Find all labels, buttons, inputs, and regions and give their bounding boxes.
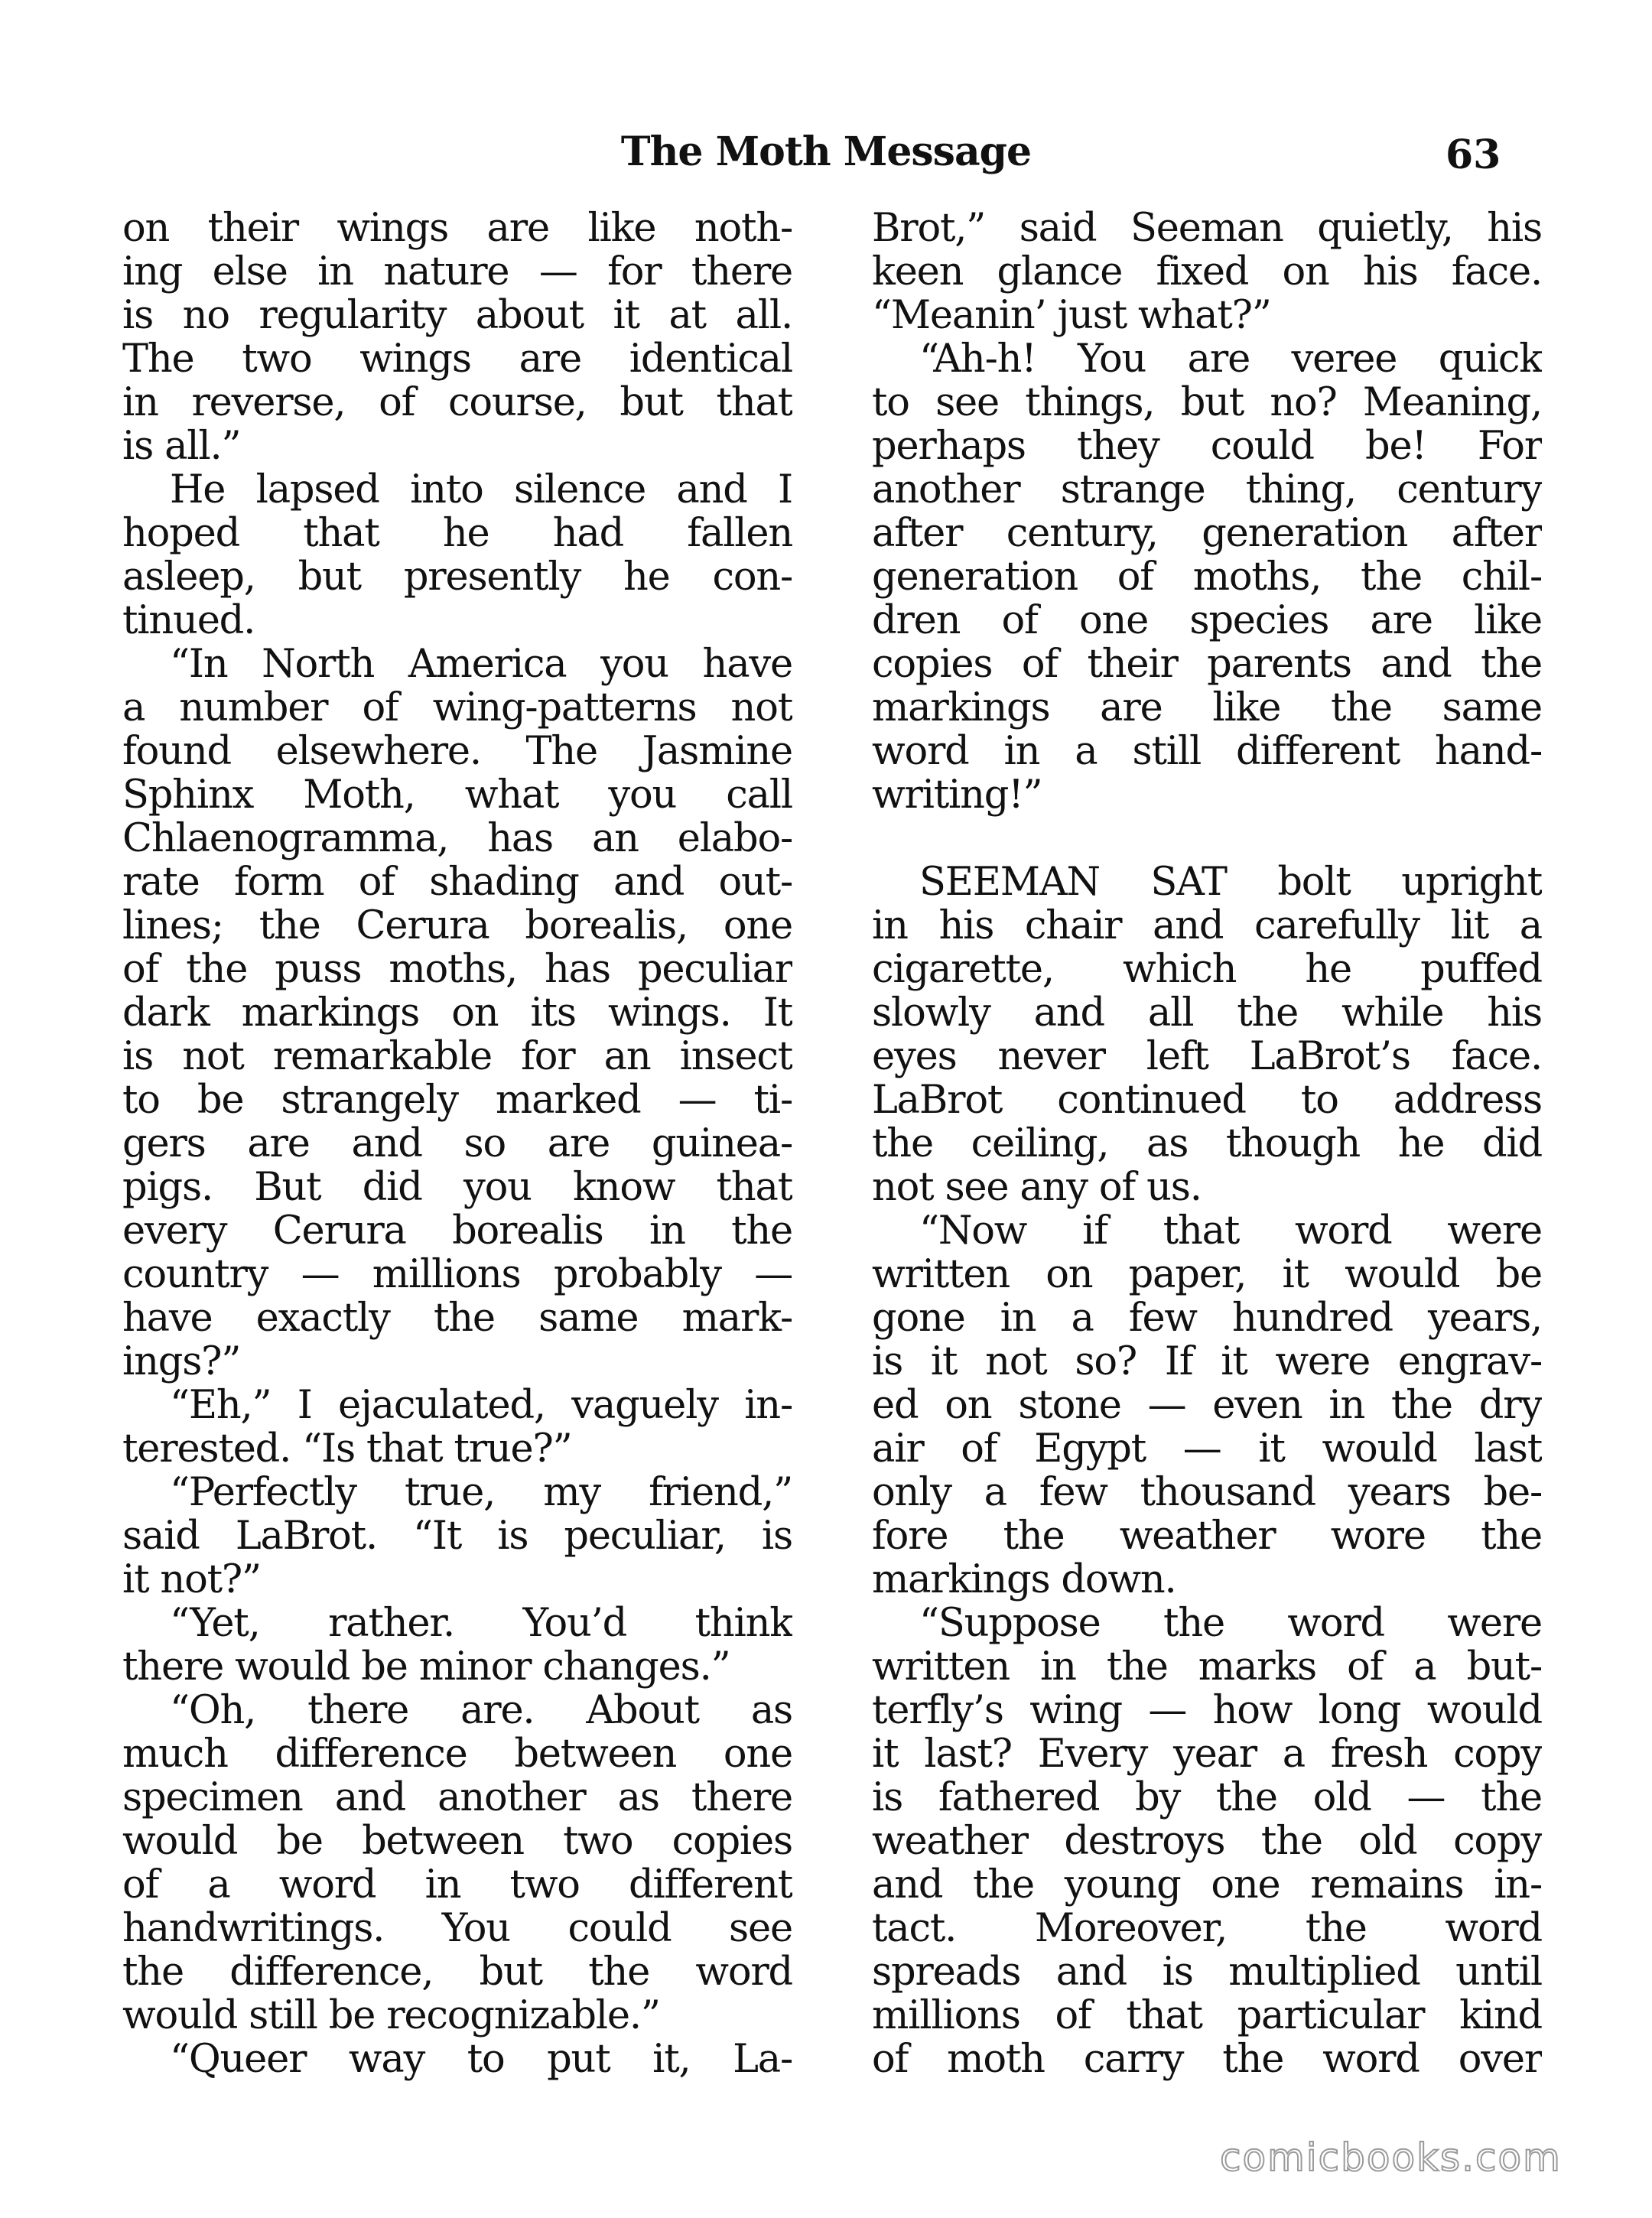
text-line: of a word in two different xyxy=(122,1863,792,1907)
text-line: to see things, but no? Meaning, xyxy=(872,381,1542,424)
text-line: markings down. xyxy=(872,1558,1176,1602)
text-line: terfly’s wing — how long would xyxy=(872,1689,1542,1732)
text-line: in his chair and carefully lit a xyxy=(872,904,1542,948)
text-line: air of Egypt — it would last xyxy=(872,1427,1542,1471)
text-line: gers are and so are guinea- xyxy=(122,1122,792,1166)
text-line: specimen and another as there xyxy=(122,1776,792,1820)
text-line: of moth carry the word over xyxy=(872,2038,1542,2081)
text-line: “Ah-h! You are veree quick xyxy=(919,337,1542,381)
text-line: weather destroys the old copy xyxy=(872,1820,1542,1863)
text-line: in reverse, of course, but that xyxy=(122,381,792,424)
text-line: have exactly the same mark- xyxy=(122,1296,792,1340)
text-line: written in the marks of a but- xyxy=(872,1645,1542,1689)
text-line: much difference between one xyxy=(122,1732,792,1776)
text-line: slowly and all the while his xyxy=(872,991,1542,1035)
text-line: copies of their parents and the xyxy=(872,642,1542,686)
text-line: terested. “Is that true?” xyxy=(122,1427,572,1471)
text-line: said LaBrot. “It is peculiar, is xyxy=(122,1514,792,1558)
text-line: ings?” xyxy=(122,1340,241,1384)
text-line: not see any of us. xyxy=(872,1166,1202,1209)
text-line: keen glance fixed on his face. xyxy=(872,250,1542,294)
text-line: country — millions probably — xyxy=(122,1253,792,1296)
text-line: “Queer way to put it, La- xyxy=(170,2038,792,2081)
text-line: “In North America you have xyxy=(170,642,792,686)
running-title: The Moth Message xyxy=(620,128,1032,175)
text-line: “Suppose the word were xyxy=(919,1602,1542,1645)
text-line: is it not so? If it were engrav- xyxy=(872,1340,1542,1384)
text-line: asleep, but presently he con- xyxy=(122,555,792,599)
text-line: The two wings are identical xyxy=(122,337,792,381)
text-line: would still be recognizable.” xyxy=(122,1994,660,2038)
text-line: eyes never left LaBrot’s face. xyxy=(872,1035,1542,1078)
text-line: handwritings. You could see xyxy=(122,1907,792,1950)
text-line: “Now if that word were xyxy=(919,1209,1542,1253)
text-line: lines; the Cerura borealis, one xyxy=(122,904,792,948)
text-line: written on paper, it would be xyxy=(872,1253,1542,1296)
text-line: would be between two copies xyxy=(122,1820,792,1863)
text-line: hoped that he had fallen xyxy=(122,512,792,555)
text-line: fore the weather wore the xyxy=(872,1514,1542,1558)
text-line: only a few thousand years be- xyxy=(872,1471,1542,1514)
text-line: it last? Every year a fresh copy xyxy=(872,1732,1542,1776)
text-line: Sphinx Moth, what you call xyxy=(122,773,792,817)
text-line: spreads and is multiplied until xyxy=(872,1950,1542,1994)
text-line: “Eh,” I ejaculated, vaguely in- xyxy=(170,1384,792,1427)
text-line: SEEMAN SAT bolt upright xyxy=(919,860,1542,904)
text-line: after century, generation after xyxy=(872,512,1542,555)
text-line: tact. Moreover, the word xyxy=(872,1907,1542,1950)
text-line: of the puss moths, has peculiar xyxy=(122,948,792,991)
text-line: “Perfectly true, my friend,” xyxy=(170,1471,792,1514)
right-text-column xyxy=(872,207,1542,2081)
text-line: word in a still different hand- xyxy=(872,730,1542,773)
text-line: cigarette, which he puffed xyxy=(872,948,1542,991)
text-line: generation of moths, the chil- xyxy=(872,555,1542,599)
text-line: ed on stone — even in the dry xyxy=(872,1384,1542,1427)
text-line: “Oh, there are. About as xyxy=(170,1689,792,1732)
text-line: is all.” xyxy=(122,424,241,468)
text-line: and the young one remains in- xyxy=(872,1863,1542,1907)
text-line: Brot,” said Seeman quietly, his xyxy=(872,207,1542,250)
text-line xyxy=(872,817,1542,860)
text-line: another strange thing, century xyxy=(872,468,1542,512)
text-line: “Yet, rather. You’d think xyxy=(170,1602,792,1645)
watermark-text: comicbooks.com xyxy=(1220,2135,1562,2180)
text-line: tinued. xyxy=(122,599,255,642)
text-line: pigs. But did you know that xyxy=(122,1166,792,1209)
text-line: rate form of shading and out- xyxy=(122,860,792,904)
page-number: 63 xyxy=(1446,132,1501,178)
text-line: markings are like the same xyxy=(872,686,1542,730)
text-line: Chlaenogramma, has an elabo- xyxy=(122,817,792,860)
text-line: the ceiling, as though he did xyxy=(872,1122,1542,1166)
text-line: it not?” xyxy=(122,1558,261,1602)
text-line: there would be minor changes.” xyxy=(122,1645,730,1689)
text-line: LaBrot continued to address xyxy=(872,1078,1542,1122)
left-text-column xyxy=(122,207,792,2081)
text-line: millions of that particular kind xyxy=(872,1994,1542,2038)
text-line: perhaps they could be! For xyxy=(872,424,1542,468)
text-line: a number of wing-patterns not xyxy=(122,686,792,730)
text-line: is no regularity about it at all. xyxy=(122,294,792,337)
text-line: He lapsed into silence and I xyxy=(170,468,792,512)
text-line: gone in a few hundred years, xyxy=(872,1296,1542,1340)
text-line: “Meanin’ just what?” xyxy=(872,294,1271,337)
text-line: dren of one species are like xyxy=(872,599,1542,642)
text-line: ing else in nature — for there xyxy=(122,250,792,294)
text-line: writing!” xyxy=(872,773,1042,817)
text-line: is not remarkable for an insect xyxy=(122,1035,792,1078)
text-line: every Cerura borealis in the xyxy=(122,1209,792,1253)
text-line: on their wings are like noth- xyxy=(122,207,792,250)
text-line: is fathered by the old — the xyxy=(872,1776,1542,1820)
text-line: the difference, but the word xyxy=(122,1950,792,1994)
text-line: dark markings on its wings. It xyxy=(122,991,792,1035)
text-line: found elsewhere. The Jasmine xyxy=(122,730,792,773)
text-line: to be strangely marked — ti- xyxy=(122,1078,792,1122)
